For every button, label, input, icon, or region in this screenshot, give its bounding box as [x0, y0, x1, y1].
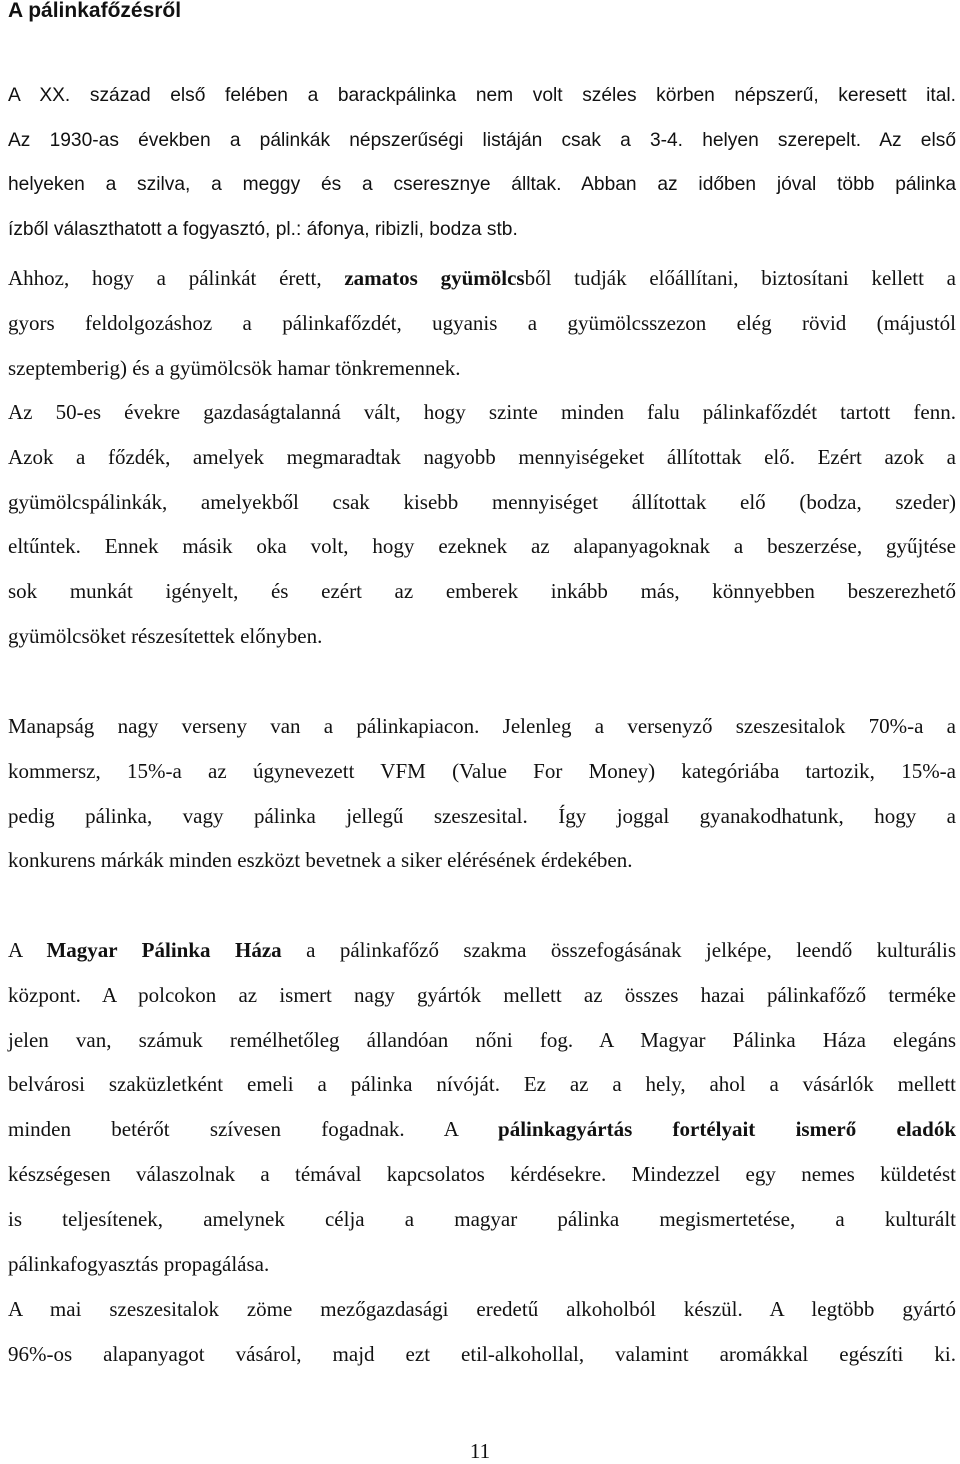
paragraph-4-line: konkurens márkák minden eszközt bevetnek a siker elérésének érdekében.	[8, 848, 633, 873]
paragraph-2	[8, 256, 956, 390]
bold-term: pálinkagyártás fortélyait ismerő eladók	[498, 1117, 957, 1142]
text-segment: minden betérőt szívesen fogadnak. A	[8, 1117, 499, 1142]
paragraph-3-line: eltűntek. Ennek másik oka volt, hogy ezeknek az alapanyagoknak a beszerzése, gyűjtése	[8, 534, 956, 559]
bold-term: Magyar Pálinka Háza	[46, 938, 282, 962]
paragraph-1-line: A XX. század első felében a barackpálinka nem volt széles körben népszerű, keresett ital.	[8, 85, 956, 106]
paragraph-1-line: ízből választhatott a fogyasztó, pl.: áfonya, ribizli, bodza stb.	[8, 218, 518, 240]
paragraph-5-line	[8, 1107, 956, 1152]
paragraph-5-line: belvárosi szaküzletként emeli a pálinka nívóját. Ez az a hely, ahol a vásárlók mellett	[8, 1072, 956, 1097]
text-segment: A	[8, 938, 47, 962]
paragraph-3-line: sok munkát igényelt, és ezért az emberek inkább más, könnyebben beszerezhető	[8, 579, 956, 604]
paragraph-3	[8, 390, 956, 659]
paragraph-5-line	[8, 928, 956, 973]
paragraph-5	[8, 928, 956, 1286]
paragraph-6-line: 96%-os alapanyagot vásárol, majd ezt etil-alkohollal, valamint aromákkal egészíti ki.	[8, 1341, 956, 1366]
text-segment: a pálinkafőző szakma összefogásának jelképe, leendő kulturális	[281, 938, 956, 962]
paragraph-4-line: Manapság nagy verseny van a pálinkapiacon. Jelenleg a versenyző szeszesitalok 70%-a a	[8, 714, 956, 738]
paragraph-3-line: gyümölcsöket részesítettek előnyben.	[8, 623, 323, 648]
text-segment: Ahhoz, hogy a pálinkát érett,	[8, 266, 345, 290]
paragraph-6	[8, 1287, 956, 1377]
page-number: 11	[469, 1439, 491, 1463]
paragraph-5-line: is teljesítenek, amelynek célja a magyar pálinka megismertetése, a kulturált	[8, 1206, 956, 1231]
paragraph-3-line: Azok a főzdék, amelyek megmaradtak nagyobb mennyiségeket állítottak elő. Ezért azok a	[8, 444, 956, 469]
paragraph-3-line: Az 50-es évekre gazdaságtalanná vált, hogy szinte minden falu pálinkafőzdét tartott fenn.	[8, 400, 956, 424]
text-segment	[418, 266, 441, 290]
paragraph-5-line: jelen van, számuk remélhetőleg állandóan nőni fog. A Magyar Pálinka Háza elegáns	[8, 1027, 956, 1052]
paragraph-1-line: Az 1930-as években a pálinkák népszerűségi listáján csak a 3-4. helyen szerepelt. Az első	[8, 129, 956, 151]
paragraph-5-line: központ. A polcokon az ismert nagy gyártók mellett az összes hazai pálinkafőző terméke	[8, 982, 956, 1007]
paragraph-4-line: pedig pálinka, vagy pálinka jellegű szeszesital. Így joggal gyanakodhatunk, hogy a	[8, 803, 956, 828]
paragraph-3-line: gyümölcspálinkák, amelyekből csak kisebb mennyiséget állítottak elő (bodza, szeder)	[8, 489, 956, 514]
paragraph-6-line: A mai szeszesitalok zöme mezőgazdasági eredetű alkoholból készül. A legtöbb gyártó	[8, 1297, 956, 1321]
paragraph-2-line: szeptemberig) és a gyümölcsök hamar tönkremennek.	[8, 355, 461, 380]
paragraph-5-line: készségesen válaszolnak a témával kapcsolatos kérdésekre. Mindezzel egy nemes küldetést	[8, 1161, 956, 1186]
page-title: A pálinkafőzésről	[8, 0, 182, 22]
paragraph-4	[8, 704, 956, 883]
paragraph-4-line: kommersz, 15%-a az úgynevezett VFM (Value For Money) kategóriába tartozik, 15%-a	[8, 758, 956, 783]
bold-term: gyümölcs	[440, 266, 525, 290]
paragraph-2-line	[8, 256, 956, 301]
paragraph-1	[8, 74, 956, 252]
bold-term: zamatos	[344, 266, 418, 290]
paragraph-1-line: helyeken a szilva, a meggy és a cseresznye álltak. Abban az időben jóval több pálinka	[8, 174, 956, 196]
paragraph-5-line: pálinkafogyasztás propagálása.	[8, 1251, 270, 1276]
paragraph-2-line: gyors feldolgozáshoz a pálinkafőzdét, ugyanis a gyümölcsszezon elég rövid (májustól	[8, 310, 956, 335]
text-segment: ből tudják előállítani, biztosítani kellett a	[524, 266, 956, 290]
